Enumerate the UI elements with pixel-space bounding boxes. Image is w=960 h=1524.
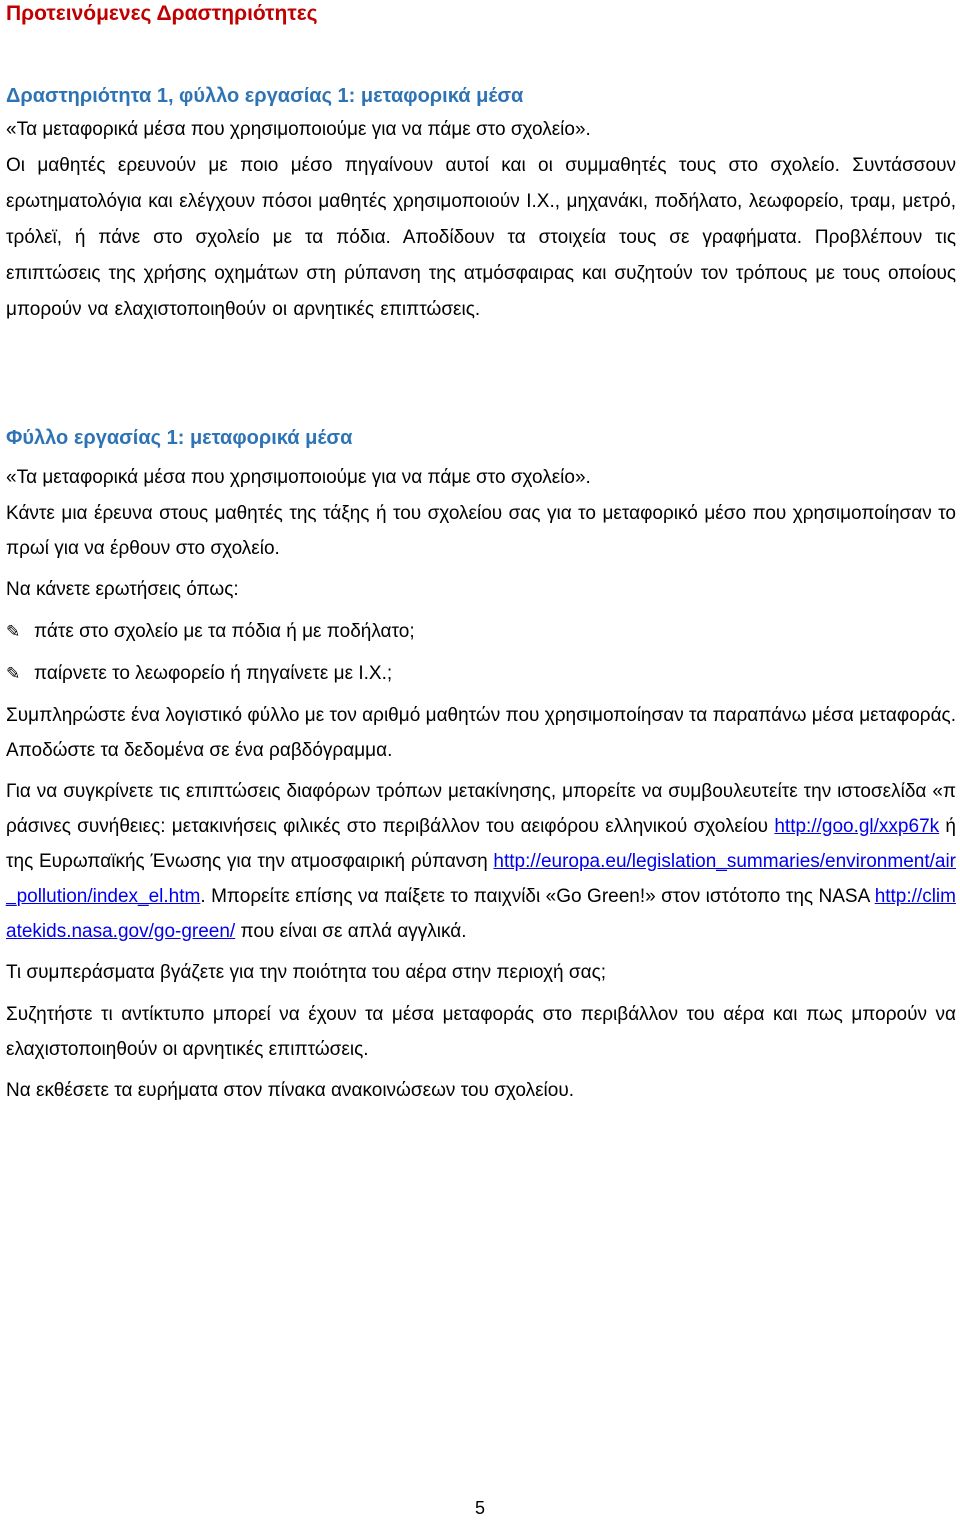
- section-title: Προτεινόμενες Δραστηριότητες: [6, 2, 318, 25]
- pencil-pointing-icon: ✎: [6, 664, 21, 683]
- survey-paragraph: Κάντε μια έρευνα στους μαθητές της τάξης ή του σχολείου σας για το μεταφορικό μέσο που χρησιμοποίησαν το πρωί για να έρθουν στο σχολείο.: [6, 503, 956, 559]
- compare-text-2: ή της Ευρωπαϊκής Ένωσης για την ατμοσφαιρική ρύπανση: [6, 816, 956, 872]
- ask-intro: Να κάνετε ερωτήσεις όπως:: [6, 579, 239, 600]
- bullet-item: [6, 656, 956, 692]
- page-number: 5: [474, 1498, 485, 1518]
- compare-text-3: . Μπορείτε επίσης να παίξετε το παιχνίδι «Go Green!» στον ιστότοπο της NASA: [200, 886, 875, 907]
- activity-quote: «Τα μεταφορικά μέσα που χρησιμοποιούμε για να πάμε στο σχολείο».: [6, 119, 591, 140]
- present-findings: Να εκθέσετε τα ευρήματα στον πίνακα ανακοινώσεων του σχολείου.: [6, 1080, 574, 1101]
- bullet-item: [6, 614, 956, 650]
- worksheet-quote: «Τα μεταφορικά μέσα που χρησιμοποιούμε για να πάμε στο σχολείο».: [6, 467, 591, 488]
- link-europa[interactable]: http://europa.eu/legislation_summaries/environment/air_pollution/index_el.htm: [6, 851, 956, 907]
- activity-description: Οι μαθητές ερευνούν με ποιο μέσο πηγαίνουν αυτοί και οι συμμαθητές τους στο σχολείο. Συντάσσουν ερωτηματολόγια και ελέγχουν πόσοι μαθητές χρησιμοποιούν Ι.Χ., μηχανάκι, ποδήλατο, λεωφορείο, τραμ, μετρό, τρόλεϊ, ή πάνε στο σχολείο με τα πόδια. Αποδίδουν τα στοιχεία τους σε γραφήματα. Προβλέπουν τις επιπτώσεις της χρήσης οχημάτων στη ρύπανση της ατμόσφαιρας και συζητούν τον τρόπους με τους οποίους μπορούν να ελαχιστοποιηθούν οι αρνητικές επιπτώσεις.: [6, 155, 956, 320]
- bullet-text: παίρνετε το λεωφορείο ή πηγαίνετε με Ι.Χ.;: [34, 663, 393, 684]
- compare-text-4: που είναι σε απλά αγγλικά.: [235, 921, 467, 942]
- bullet-text: πάτε στο σχολείο με τα πόδια ή με ποδήλατο;: [34, 621, 415, 642]
- worksheet-section: [6, 424, 956, 1109]
- link-goo-gl[interactable]: http://goo.gl/xxp67k: [774, 816, 940, 837]
- conclusions-question: Τι συμπεράσματα βγάζετε για την ποιότητα του αέρα στην περιοχή σας;: [6, 962, 607, 983]
- link-nasa-climatekids[interactable]: http://climatekids.nasa.gov/go-green/: [6, 886, 956, 942]
- activity-section: [6, 82, 956, 328]
- compare-text-1: Για να συγκρίνετε τις επιπτώσεις διαφόρων τρόπων μετακίνησης, μπορείτε να συμβουλευτείτε την ιστοσελίδα «πράσινες συνήθειες: μετακινήσεις φιλικές στο περιβάλλον του αειφόρου ελληνικού σχολείου: [6, 781, 956, 837]
- activity-heading: Δραστηριότητα 1, φύλλο εργασίας 1: μεταφορικά μέσα: [6, 85, 524, 107]
- compare-paragraph: [6, 774, 956, 949]
- worksheet-heading: Φύλλο εργασίας 1: μεταφορικά μέσα: [6, 427, 353, 449]
- spreadsheet-paragraph: Συμπληρώστε ένα λογιστικό φύλλο με τον αριθμό μαθητών που χρησιμοποίησαν τα παραπάνω μέσα μεταφοράς. Αποδώστε τα δεδομένα σε ένα ραβδόγραμμα.: [6, 705, 956, 761]
- discuss-paragraph: Συζητήστε τι αντίκτυπο μπορεί να έχουν τα μέσα μεταφοράς στο περιβάλλον του αέρα και πως μπορούν να ελαχιστοποιηθούν οι αρνητικές επιπτώσεις.: [6, 1004, 956, 1060]
- pencil-pointing-icon: ✎: [6, 622, 21, 641]
